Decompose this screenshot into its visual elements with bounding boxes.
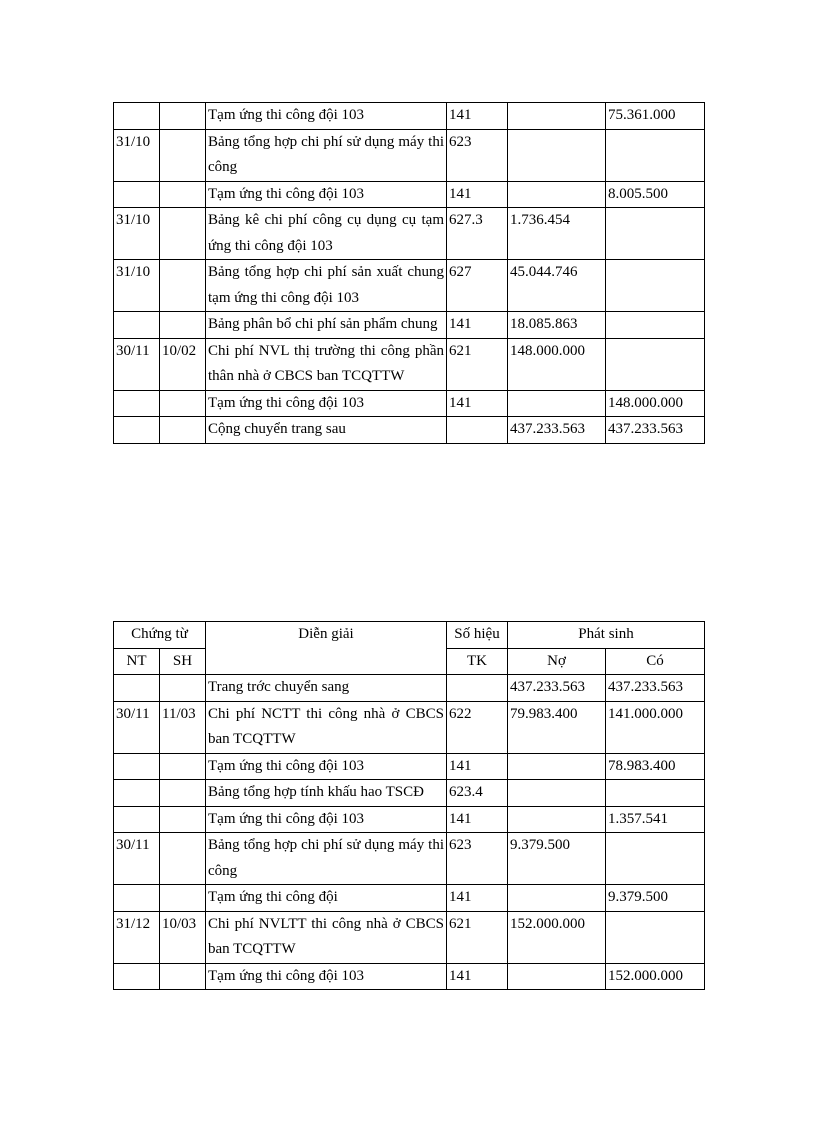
doc-number-cell [160, 753, 206, 780]
table-row [114, 885, 705, 912]
date-cell [114, 390, 160, 417]
debit-cell: 148.000.000 [508, 338, 606, 390]
account-cell: 627.3 [447, 208, 508, 260]
doc-number-cell [160, 833, 206, 885]
credit-cell: 148.000.000 [606, 390, 705, 417]
account-cell: 141 [447, 312, 508, 339]
doc-number-cell [160, 129, 206, 181]
table-row [114, 780, 705, 807]
credit-cell: 78.983.400 [606, 753, 705, 780]
account-cell [447, 417, 508, 444]
doc-number-cell [160, 260, 206, 312]
table-row [114, 312, 705, 339]
date-cell [114, 103, 160, 130]
date-cell: 30/11 [114, 701, 160, 753]
ledger-table-next-page [113, 621, 705, 990]
date-cell [114, 753, 160, 780]
description-cell: Bảng kê chi phí công cụ dụng cụ tạm ứng thi công đội 103 [206, 208, 447, 260]
credit-cell: 75.361.000 [606, 103, 705, 130]
description-cell: Bảng tổng hợp tính khấu hao TSCĐ [206, 780, 447, 807]
table-row [114, 260, 705, 312]
header-tk: TK [447, 648, 508, 675]
header-chung-tu: Chứng từ [114, 622, 206, 649]
account-cell: 141 [447, 963, 508, 990]
doc-number-cell [160, 806, 206, 833]
date-cell [114, 885, 160, 912]
date-cell [114, 417, 160, 444]
table-row [114, 701, 705, 753]
table-row [114, 806, 705, 833]
credit-cell [606, 312, 705, 339]
description-cell: Tạm ứng thi công đội 103 [206, 103, 447, 130]
debit-cell [508, 181, 606, 208]
description-cell: Chi phí NVL thị trường thi công phần thân nhà ở CBCS ban TCQTTW [206, 338, 447, 390]
header-co: Có [606, 648, 705, 675]
date-cell: 30/11 [114, 338, 160, 390]
description-cell: Trang trớc chuyển sang [206, 675, 447, 702]
date-cell [114, 963, 160, 990]
doc-number-cell: 11/03 [160, 701, 206, 753]
debit-cell: 45.044.746 [508, 260, 606, 312]
account-cell: 141 [447, 885, 508, 912]
header-phat-sinh: Phát sinh [508, 622, 705, 649]
credit-cell: 152.000.000 [606, 963, 705, 990]
debit-cell [508, 390, 606, 417]
table-row [114, 417, 705, 444]
header-so-hieu: Số hiệu [447, 622, 508, 649]
date-cell [114, 312, 160, 339]
description-cell: Tạm ứng thi công đội 103 [206, 806, 447, 833]
account-cell: 621 [447, 911, 508, 963]
table-row [114, 675, 705, 702]
table-row [114, 129, 705, 181]
header-no: Nợ [508, 648, 606, 675]
description-cell: Tạm ứng thi công đội 103 [206, 753, 447, 780]
doc-number-cell: 10/03 [160, 911, 206, 963]
table-row [114, 833, 705, 885]
account-cell: 141 [447, 181, 508, 208]
date-cell [114, 806, 160, 833]
debit-cell: 152.000.000 [508, 911, 606, 963]
ledger-table-continued [113, 102, 705, 444]
account-cell [447, 675, 508, 702]
account-cell: 621 [447, 338, 508, 390]
account-cell: 622 [447, 701, 508, 753]
header-nt: NT [114, 648, 160, 675]
table-row [114, 338, 705, 390]
ledger-table-body [114, 103, 705, 444]
date-cell: 31/10 [114, 260, 160, 312]
debit-cell [508, 780, 606, 807]
account-cell: 623 [447, 129, 508, 181]
debit-cell [508, 129, 606, 181]
ledger-table-header [114, 622, 705, 675]
credit-cell: 437.233.563 [606, 417, 705, 444]
table-row [114, 753, 705, 780]
description-cell: Tạm ứng thi công đội 103 [206, 390, 447, 417]
doc-number-cell [160, 963, 206, 990]
date-cell: 30/11 [114, 833, 160, 885]
ledger-table-body [114, 675, 705, 990]
date-cell [114, 181, 160, 208]
debit-cell [508, 103, 606, 130]
debit-cell: 18.085.863 [508, 312, 606, 339]
doc-number-cell [160, 208, 206, 260]
description-cell: Bảng tổng hợp chi phí sử dụng máy thi công [206, 833, 447, 885]
credit-cell: 9.379.500 [606, 885, 705, 912]
credit-cell [606, 260, 705, 312]
credit-cell: 8.005.500 [606, 181, 705, 208]
description-cell: Bảng phân bổ chi phí sản phẩm chung [206, 312, 447, 339]
doc-number-cell [160, 780, 206, 807]
table-row [114, 181, 705, 208]
account-cell: 141 [447, 753, 508, 780]
header-dien-giai: Diễn giải [206, 622, 447, 675]
header-sh: SH [160, 648, 206, 675]
date-cell: 31/12 [114, 911, 160, 963]
credit-cell [606, 833, 705, 885]
date-cell [114, 675, 160, 702]
table-row [114, 103, 705, 130]
description-cell: Bảng tổng hợp chi phí sử dụng máy thi công [206, 129, 447, 181]
debit-cell [508, 885, 606, 912]
debit-cell: 437.233.563 [508, 675, 606, 702]
table-row [114, 963, 705, 990]
account-cell: 141 [447, 806, 508, 833]
credit-cell [606, 129, 705, 181]
doc-number-cell [160, 675, 206, 702]
description-cell: Chi phí NCTT thi công nhà ở CBCS ban TCQTTW [206, 701, 447, 753]
credit-cell [606, 911, 705, 963]
doc-number-cell [160, 312, 206, 339]
account-cell: 623.4 [447, 780, 508, 807]
debit-cell: 79.983.400 [508, 701, 606, 753]
debit-cell: 1.736.454 [508, 208, 606, 260]
debit-cell [508, 806, 606, 833]
credit-cell: 437.233.563 [606, 675, 705, 702]
doc-number-cell [160, 885, 206, 912]
doc-number-cell: 10/02 [160, 338, 206, 390]
credit-cell: 141.000.000 [606, 701, 705, 753]
debit-cell: 437.233.563 [508, 417, 606, 444]
description-cell: Tạm ứng thi công đội 103 [206, 963, 447, 990]
account-cell: 623 [447, 833, 508, 885]
table-row [114, 208, 705, 260]
description-cell: Tạm ứng thi công đội [206, 885, 447, 912]
table-row [114, 390, 705, 417]
description-cell: Bảng tổng hợp chi phí sản xuất chung tạm ứng thi công đội 103 [206, 260, 447, 312]
debit-cell: 9.379.500 [508, 833, 606, 885]
account-cell: 627 [447, 260, 508, 312]
doc-number-cell [160, 181, 206, 208]
description-cell: Cộng chuyển trang sau [206, 417, 447, 444]
doc-number-cell [160, 103, 206, 130]
date-cell: 31/10 [114, 208, 160, 260]
table-row [114, 911, 705, 963]
credit-cell [606, 780, 705, 807]
debit-cell [508, 963, 606, 990]
credit-cell: 1.357.541 [606, 806, 705, 833]
date-cell: 31/10 [114, 129, 160, 181]
credit-cell [606, 338, 705, 390]
doc-number-cell [160, 417, 206, 444]
credit-cell [606, 208, 705, 260]
doc-number-cell [160, 390, 206, 417]
description-cell: Chi phí NVLTT thi công nhà ở CBCS ban TCQTTW [206, 911, 447, 963]
date-cell [114, 780, 160, 807]
account-cell: 141 [447, 103, 508, 130]
account-cell: 141 [447, 390, 508, 417]
debit-cell [508, 753, 606, 780]
description-cell: Tạm ứng thi công đội 103 [206, 181, 447, 208]
